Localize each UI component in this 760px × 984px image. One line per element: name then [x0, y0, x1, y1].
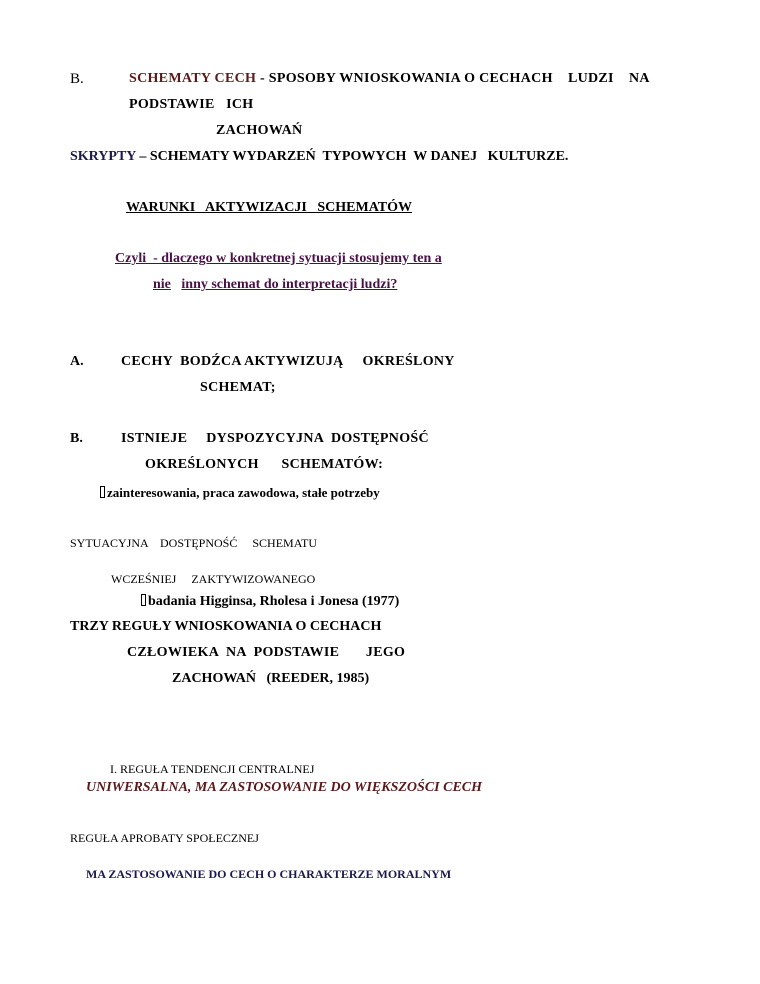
item-b-detail-text: zainteresowania, praca zawodowa, stałe potrzeby [107, 485, 380, 500]
question-word-nie: nie [153, 277, 171, 292]
rules-line-3: ZACHOWAŃ (REEDER, 1985) [172, 671, 370, 686]
section-b-heading-line-3: ZACHOWAŃ [216, 123, 303, 138]
schematy-cech-rest: - SPOSOBY WNIOSKOWANIA O CECHACH LUDZI NA [260, 71, 650, 86]
item-b-line-2: OKREŚLONYCH SCHEMATÓW: [145, 457, 384, 472]
scripts-term: SKRYPTY [70, 149, 136, 164]
bullet-box-icon [141, 594, 146, 606]
rule-2-title: REGUŁA APROBATY SPOŁECZNEJ [70, 831, 259, 845]
rule-1-title: I. REGUŁA TENDENCJI CENTRALNEJ [110, 762, 315, 776]
situational-line-1: SYTUACYJNA DOSTĘPNOŚĆ SCHEMATU [70, 536, 318, 550]
rules-line-1: TRZY REGUŁY WNIOSKOWANIA O CECHACH [70, 619, 382, 634]
situational-line-2: WCZEŚNIEJ ZAKTYWIZOWANEGO [111, 572, 316, 586]
activation-title: WARUNKI AKTYWIZACJI SCHEMATÓW [126, 200, 412, 215]
activation-question-line-1: Czyli - dlaczego w konkretnej sytuacji stosujemy ten a [115, 251, 442, 266]
item-a-line-2: SCHEMAT; [200, 380, 276, 395]
section-b-heading-line-1 [129, 72, 650, 86]
rule-2-desc: MA ZASTOSOWANIE DO CECH O CHARAKTERZE MORALNYM [86, 867, 452, 881]
item-b-marker: B. [70, 431, 83, 446]
scripts-line [70, 150, 568, 164]
activation-question-line-2 [153, 278, 397, 292]
question-rest: inny schemat do interpretacji ludzi? [181, 277, 398, 292]
scripts-definition: – SCHEMATY WYDARZEŃ TYPOWYCH W DANEJ KULTURZE. [139, 149, 569, 164]
section-b-marker: B. [70, 71, 84, 87]
item-b-detail [100, 486, 380, 499]
item-a-marker: A. [70, 354, 84, 369]
bullet-box-icon [100, 486, 105, 498]
situational-research-text: badania Higginsa, Rholesa i Jonesa (1977) [148, 594, 400, 609]
section-b-heading-line-2: PODSTAWIE ICH [129, 97, 254, 112]
item-a-line-1: CECHY BODŹCA AKTYWIZUJĄ OKREŚLONY [121, 354, 455, 369]
item-b-line-1: ISTNIEJE DYSPOZYCYJNA DOSTĘPNOŚĆ [121, 431, 429, 446]
situational-research [141, 594, 399, 609]
rules-line-2: CZŁOWIEKA NA PODSTAWIE JEGO [127, 645, 406, 660]
rule-1-desc: UNIWERSALNA, MA ZASTOSOWANIE DO WIĘKSZOŚCI CECH [86, 780, 483, 795]
schematy-cech-term: SCHEMATY CECH [129, 71, 257, 86]
